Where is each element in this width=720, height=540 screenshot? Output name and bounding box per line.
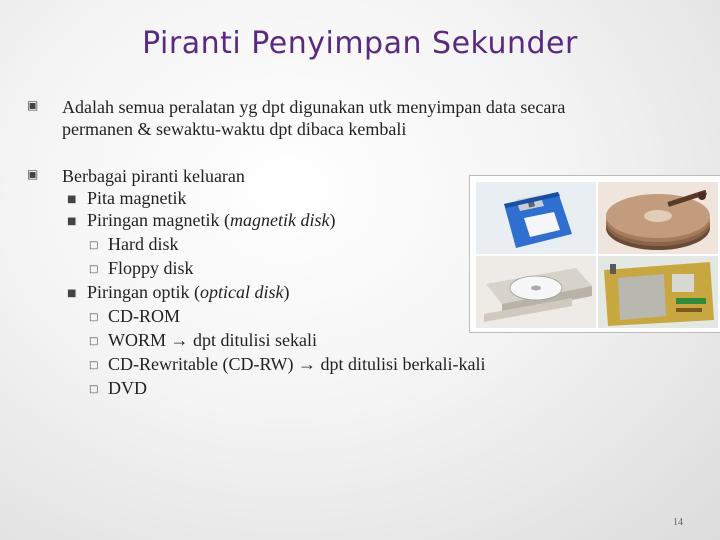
list-item-cd-rom: □ CD-ROM bbox=[89, 305, 180, 329]
filled-square-icon: ■ bbox=[67, 288, 77, 299]
hollow-square-icon: □ bbox=[89, 336, 99, 347]
circuit-board-image bbox=[598, 256, 718, 328]
cd-drive-image bbox=[476, 256, 596, 328]
list-item-piringan-optik: ■ Piringan optik (optical disk) bbox=[67, 281, 290, 305]
list-item-hard-disk: □ Hard disk bbox=[89, 233, 179, 257]
filled-square-icon: ■ bbox=[67, 194, 77, 205]
list-item-pita: ■ Pita magnetik bbox=[67, 187, 186, 211]
hard-disk-image bbox=[598, 182, 718, 254]
bullet-2-heading: Berbagai piranti keluaran bbox=[62, 166, 245, 186]
list-item-piringan-magnetik: ■ Piringan magnetik (magnetik disk) bbox=[67, 209, 335, 233]
hollow-square-icon: □ bbox=[89, 384, 99, 395]
list-item-dvd: □ DVD bbox=[89, 377, 147, 401]
bullet-1-line-2: permanen & sewaktu-waktu dpt dibaca kembali bbox=[62, 119, 407, 139]
page-title: Piranti Penyimpan Sekunder bbox=[142, 26, 578, 61]
storage-devices-photo bbox=[469, 175, 720, 333]
arrow-right-icon: → bbox=[170, 330, 189, 350]
page-number: 14 bbox=[673, 517, 683, 528]
list-item-floppy-disk: □ Floppy disk bbox=[89, 257, 194, 281]
bullet-1-line-1: Adalah semua peralatan yg dpt digunakan utk menyimpan data secara bbox=[62, 97, 566, 117]
arrow-right-icon: → bbox=[297, 354, 316, 374]
hollow-square-icon: □ bbox=[89, 264, 99, 275]
hollow-square-icon: □ bbox=[89, 240, 99, 251]
square-bullet-icon: ▣ bbox=[27, 167, 39, 181]
list-item-worm: □ WORM → dpt ditulisi sekali bbox=[89, 329, 317, 353]
filled-square-icon: ■ bbox=[67, 216, 77, 227]
hollow-square-icon: □ bbox=[89, 312, 99, 323]
square-bullet-icon: ▣ bbox=[27, 98, 39, 112]
hollow-square-icon: □ bbox=[89, 360, 99, 371]
floppy-disk-image bbox=[476, 182, 596, 254]
list-item-cd-rw: □ CD-Rewritable (CD-RW) → dpt ditulisi berkali-kali bbox=[89, 353, 485, 377]
